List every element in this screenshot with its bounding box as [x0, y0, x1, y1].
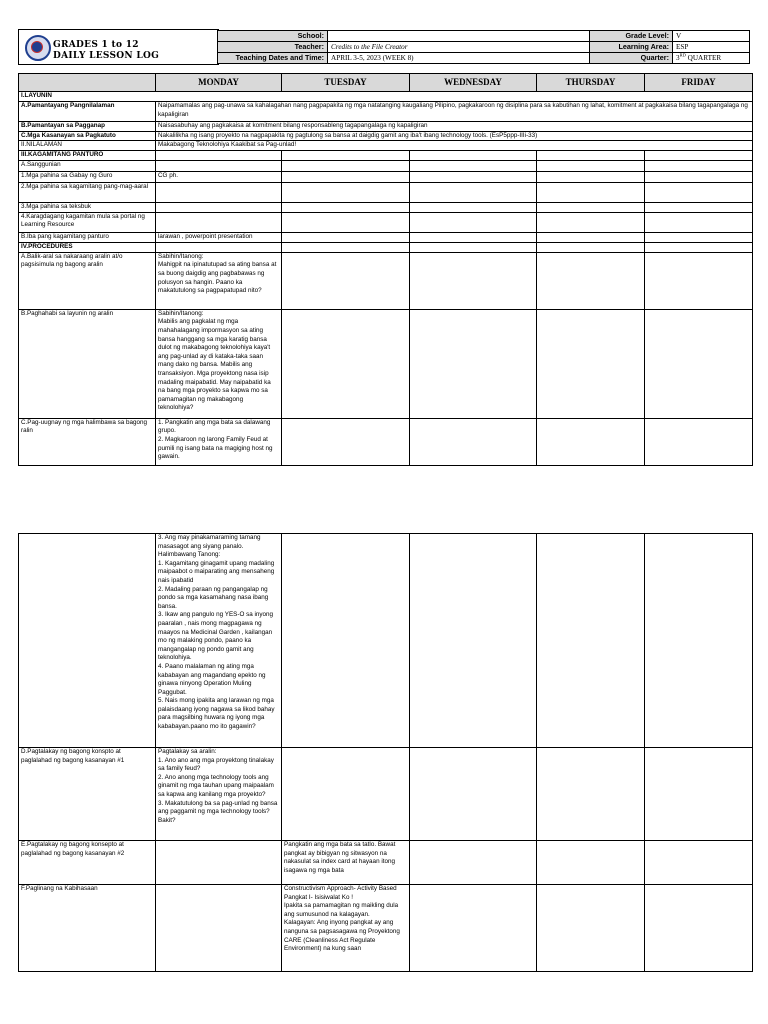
- day-header-friday: FRIDAY: [645, 74, 753, 92]
- day-header-wednesday: WEDNESDAY: [410, 74, 537, 92]
- deped-seal-icon: [25, 35, 51, 61]
- lesson-log-table: [18, 73, 753, 466]
- section-kagamitang-panturo: III.KAGAMITANG PANTURO: [19, 150, 156, 160]
- row-label-kasanayan: C.Mga Kasanayan sa Pagkatuto: [19, 131, 156, 141]
- learning-area-value: ESP: [673, 42, 750, 53]
- teaching-dates-label: Teaching Dates and Time:: [218, 53, 328, 64]
- grade-level-value: V: [673, 31, 750, 42]
- logo-block: [18, 29, 219, 65]
- row-label-pagtalakay-1: D.Pagtalakay ng bagong konspto at paglalahad ng bagong kasanayan #1: [19, 748, 156, 841]
- row-label-paghahabi: B.Paghahabi sa layunin ng aralin: [19, 309, 156, 418]
- learning-area-label: Learning Area:: [590, 42, 673, 53]
- row-label-pamantayang-pangnilalaman: A.Pamantayang Pangnilalaman: [19, 102, 156, 122]
- row-label-continued: [19, 534, 156, 748]
- row-label-nilalaman: II.NILALAMAN: [19, 141, 156, 151]
- row-text-pagtalakay-1: Pagtalakay sa aralin: 1. Ano ano ang mga proyektong tinalakay sa family feud? 2. Ano anong mga technology tools ang ginamit ng mga tauhan upang maipaalam sa kapwa ang kanilang mga proyekto? 3. Makatutulong ba sa pag-unlad ng bansa ang paggamit ng mga technology tools? Bakit?: [156, 748, 282, 841]
- quarter-number: 3: [676, 54, 680, 62]
- row-text-pagtalakay-2: Pangkatin ang mga bata sa tatlo. Bawat pangkat ay bibigyan ng sitwasyon na nakasulat sa index card at hayaan itong isagawa ng mga bata: [282, 841, 410, 885]
- quarter-suffix: RD: [679, 52, 686, 58]
- teacher-value: Credits to the File Creator: [328, 42, 590, 53]
- teacher-label: Teacher:: [218, 42, 328, 53]
- row-label-gabay-ng-guro: 1.Mga pahina sa Gabay ng Guro: [19, 171, 156, 182]
- school-value: [328, 31, 590, 42]
- row-label-balik-aral: A.Balik-aral sa nakaraang aralin at/o pagsisimula ng bagong aralin: [19, 252, 156, 309]
- day-header-monday: MONDAY: [156, 74, 282, 92]
- day-header-thursday: THURSDAY: [537, 74, 645, 92]
- lesson-log-table-continued: [18, 533, 753, 972]
- row-text-kasanayan: Nakalilikha ng isang proyekto na nagpapakita ng pagtulong sa bansa at daigdig gamit ang iba't ibang technology tools. (EsP5ppp-IIIi-33): [156, 131, 753, 141]
- row-text-paglinang: Constructivism Approach- Activity Based Pangkat I- Isisiwalat Ko ! Ipakita sa pamamagitan ng maikling dula ang sumusunod na kalagayan. Kalagayan: Ang inyong pangkat ay ang nanguna sa pagsasagawa ng Proyektong CARE (Cleanliness Act Regulate Environment) na kung saan: [282, 885, 410, 972]
- row-label-sanggunian: A.Sanggunian: [19, 160, 156, 171]
- quarter-label: Quarter:: [590, 53, 673, 64]
- row-text-continued: 3. Ang may pinakamaraming tamang masasagot ang siyang panalo. Halimbawang Tanong: 1. Kagamitang ginagamit upang madaling maipaabot o maiparating ang mensaheng nais ipabatid 2. Madaling paraan ng pangangalap ng pondo sa mga kasamahang nasa ibang bansa. 3. Ikaw ang pangulo ng YES-O sa inyong paaralan , nais mong magpagawa ng maayos na Medicinal Garden , kailangan mo ng malaking pondo, paano ka mangangalap ng pondo gamit ang teknolohiya. 4. Paano malalaman ng ating mga kababayan ang magandang epekto ng ginawa ninyong Operation Muling Paggubat. 5. Nais mong ipakita ang larawan ng mga palaisdaang iyong nagawa sa likod bahay para magsilbing huwara ng iyong mga kababayan.paano mo ito gagawin?: [156, 534, 282, 748]
- teaching-dates-value: APRIL 3-5, 2023 (WEEK 8): [328, 53, 590, 64]
- row-text-pamantayang-pangnilalaman: Naipamamalas ang pag-unawa sa kahalagahan nang pagpapakita ng mga natatanging kaugaliang Pilipino, pagkakaroon ng disiplina para sa kabutihan ng lahat, komitment at pagkakaisa bilang tagapangalaga ng kapaligiran: [156, 102, 753, 122]
- section-layunin: I.LAYUNIN: [19, 92, 753, 102]
- row-label-teksbuk: 3.Mga pahina sa teksbuk: [19, 202, 156, 212]
- row-label-paglinang: F.Paglinang na Kabihasaan: [19, 885, 156, 972]
- row-label-learning-resource: 4.Karagdagang kagamitan mula sa portal ng Learning Resource: [19, 212, 156, 232]
- row-label-kagamitang-pang-mag-aaral: 2.Mga pahina sa kagamitang pang-mag-aaral: [19, 182, 156, 202]
- row-text-nilalaman: Makabagong Teknolohiya Kaakibat sa Pag-unlad!: [156, 141, 753, 151]
- row-text-iba-pang-kagamitan: larawan , powerpoint presentation: [156, 232, 282, 242]
- row-text-paghahabi: Sabihin/Itanong: Mabilis ang pagkalat ng mga mahahalagang impormasyon sa ating bansa hanggang sa mga karatig bansa dulot ng makabagong teknolohiya kaya't ang pag-unlad ay di kataka-taka saan mang dako ng bansa. Mabilis ang transaksiyon. Mga proyektong nasa isip madaling maipabatid. May naipabatid ka na bang mga proyekto sa kapwa mo sa pamamagitan ng makabagong teknolohiya?: [156, 309, 282, 418]
- row-label-pagtalakay-2: E.Pagtalakay ng bagong konsepto at paglalahad ng bagong kasanayan #2: [19, 841, 156, 885]
- row-label-pamantayan-sa-pagganap: B.Pamantayan sa Pagganap: [19, 122, 156, 132]
- corner-cell: [19, 74, 156, 92]
- logo-line-2: DAILY LESSON LOG: [53, 51, 160, 61]
- grade-level-label: Grade Level:: [590, 31, 673, 42]
- school-label: School:: [218, 31, 328, 42]
- row-text-balik-aral: Sabihin/Itanong: Mahigpit na ipinatutupad sa ating bansa at sa buong daigdig ang pagbabawas ng polusyon sa hangin. Paano ka makatutulong sa pagpapatupad nito?: [156, 252, 282, 309]
- row-label-iba-pang-kagamitan: B.Iba pang kagamitang panturo: [19, 232, 156, 242]
- logo-line-1: GRADES 1 to 12: [53, 40, 139, 50]
- row-text-pag-uugnay: 1. Pangkatin ang mga bata sa dalawang grupo. 2. Magkaroon ng larong Family Feud at pumili ng isang bata na magiging host ng gawain.: [156, 418, 282, 465]
- row-label-pag-uugnay: C.Pag-uugnay ng mga halimbawa sa bagong ralin: [19, 418, 156, 465]
- row-text-pamantayan-sa-pagganap: Naisasabuhay ang pagkakaisa at komitment bilang responsableng tagapangalaga ng kapaligiran: [156, 122, 753, 132]
- section-procedures: IV.PROCEDURES: [19, 242, 156, 252]
- row-text-gabay-ng-guro: CG ph.: [156, 171, 282, 182]
- day-header-tuesday: TUESDAY: [282, 74, 410, 92]
- header-info-table: [217, 30, 750, 64]
- quarter-word: QUARTER: [685, 54, 722, 62]
- quarter-value: [673, 53, 750, 64]
